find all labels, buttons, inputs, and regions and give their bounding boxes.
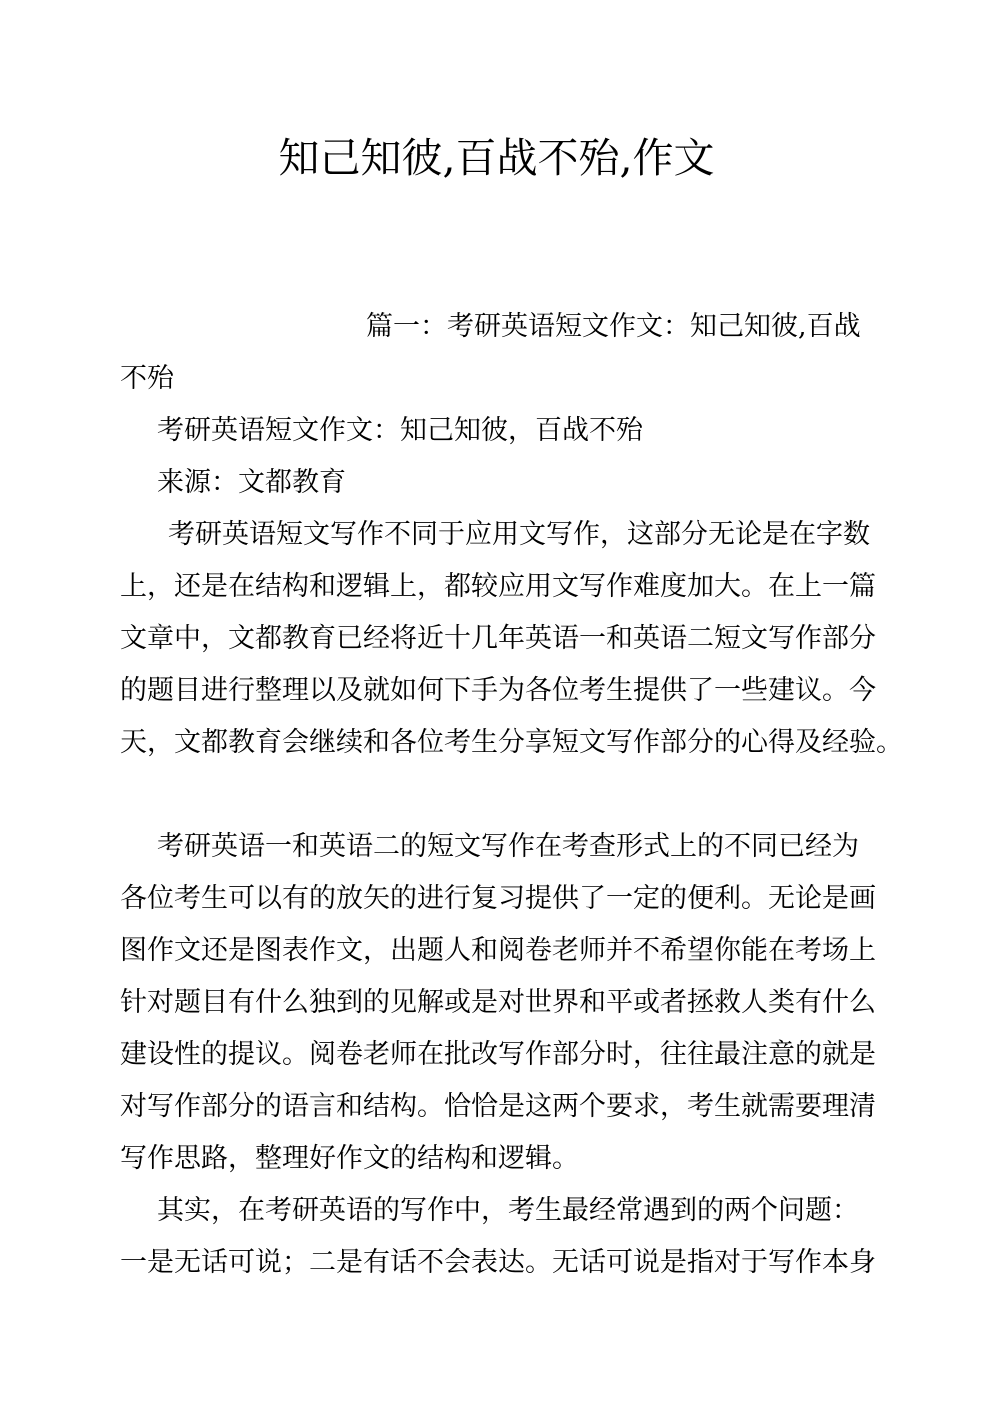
paragraph-1-line-2: 上，还是在结构和逻辑上，都较应用文写作难度加大。在上一篇 — [120, 571, 876, 602]
paragraph-2-line-5: 建设性的提议。阅卷老师在批改写作部分时，往往最注意的就是 — [120, 1039, 876, 1070]
paragraph-2-line-7: 写作思路，整理好作文的结构和逻辑。 — [120, 1143, 579, 1174]
paragraph-3-line-2: 一是无话可说；二是有话不会表达。无话可说是指对于写作本身 — [120, 1247, 876, 1278]
document-title: 知己知彼,百战不殆,作文 — [278, 134, 715, 182]
heading-line-1: 篇一：考研英语短文作文：知己知彼,百战 — [366, 311, 861, 342]
heading-line-2: 不殆 — [120, 363, 174, 394]
paragraph-3-line-1: 其实，在考研英语的写作中，考生最经常遇到的两个问题： — [157, 1195, 859, 1226]
article-subtitle: 考研英语短文作文：知己知彼，百战不殆 — [157, 415, 643, 446]
article-source: 来源：文都教育 — [157, 467, 346, 498]
paragraph-1-line-5: 天，文都教育会继续和各位考生分享短文写作部分的心得及经验。 — [120, 727, 903, 758]
paragraph-2-line-2: 各位考生可以有的放矢的进行复习提供了一定的便利。无论是画 — [120, 883, 876, 914]
paragraph-2-line-4: 针对题目有什么独到的见解或是对世界和平或者拯救人类有什么 — [120, 987, 876, 1018]
paragraph-1-line-4: 的题目进行整理以及就如何下手为各位考生提供了一些建议。今 — [120, 675, 876, 706]
paragraph-2-line-6: 对写作部分的语言和结构。恰恰是这两个要求，考生就需要理清 — [120, 1091, 876, 1122]
paragraph-2-line-1: 考研英语一和英语二的短文写作在考查形式上的不同已经为 — [157, 831, 859, 862]
paragraph-1-line-1: 考研英语短文写作不同于应用文写作，这部分无论是在字数 — [168, 519, 870, 550]
paragraph-1-line-3: 文章中，文都教育已经将近十几年英语一和英语二短文写作部分 — [120, 623, 876, 654]
paragraph-2-line-3: 图作文还是图表作文，出题人和阅卷老师并不希望你能在考场上 — [120, 935, 876, 966]
